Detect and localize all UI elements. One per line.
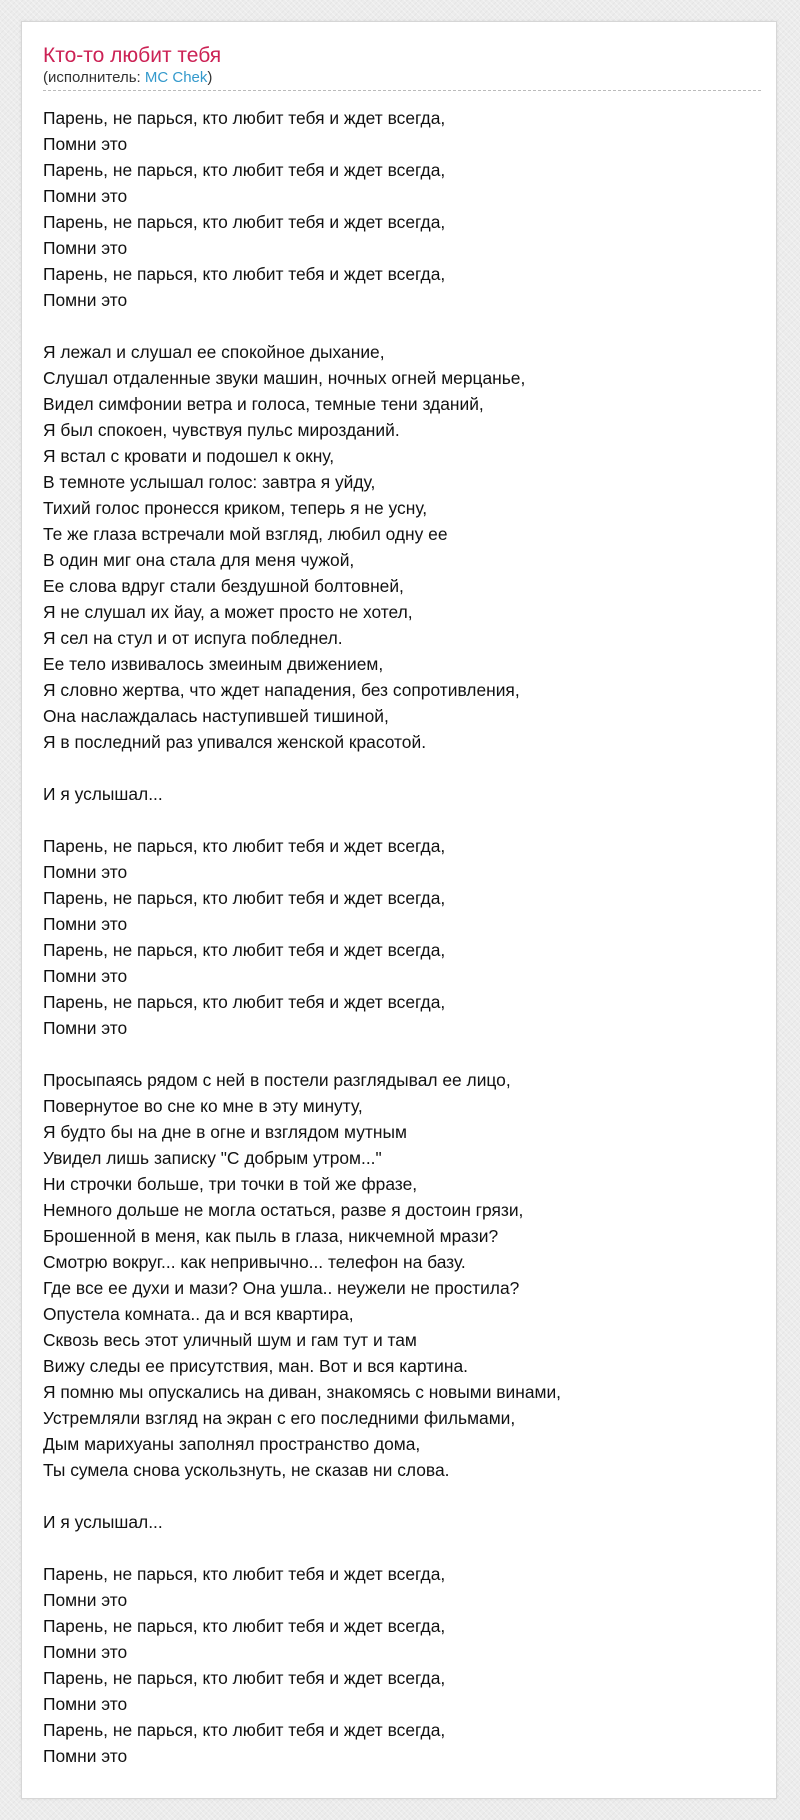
lyric-line: Парень, не парься, кто любит тебя и ждет всегда, — [43, 1616, 446, 1636]
lyric-line: Помни это — [43, 862, 128, 882]
lyric-line: И я услышал... — [43, 1512, 163, 1532]
lyric-line: Помни это — [43, 134, 128, 154]
lyric-line: Парень, не парься, кто любит тебя и ждет всегда, — [43, 212, 446, 232]
lyric-line: И я услышал... — [43, 784, 163, 804]
lyric-line: Помни это — [43, 290, 128, 310]
lyric-line: Я не слушал их йау, а может просто не хотел, — [43, 602, 413, 622]
lyric-line: В один миг она стала для меня чужой, — [43, 550, 355, 570]
lyric-line: Помни это — [43, 238, 128, 258]
performer-line — [43, 69, 761, 91]
lyric-line: Парень, не парься, кто любит тебя и ждет всегда, — [43, 888, 446, 908]
lyric-line: Помни это — [43, 186, 128, 206]
lyric-line: Она наслаждалась наступившей тишиной, — [43, 706, 389, 726]
lyric-line: Помни это — [43, 1590, 128, 1610]
lyric-line: Я будто бы на дне в огне и взглядом мутным — [43, 1122, 407, 1142]
lyric-line: Парень, не парься, кто любит тебя и ждет всегда, — [43, 992, 446, 1012]
lyric-line: Парень, не парься, кто любит тебя и ждет всегда, — [43, 836, 446, 856]
lyric-line: Парень, не парься, кто любит тебя и ждет всегда, — [43, 160, 446, 180]
lyric-line: Помни это — [43, 1642, 128, 1662]
lyric-line: Я сел на стул и от испуга побледнел. — [43, 628, 343, 648]
stanza-break — [43, 1483, 776, 1509]
stanza-break — [43, 313, 776, 339]
performer-prefix: (исполнитель: — [43, 69, 145, 86]
lyric-line: Опустела комната.. да и вся квартира, — [43, 1304, 354, 1324]
lyric-line: Я был спокоен, чувствуя пульс мирозданий. — [43, 420, 400, 440]
lyric-line: Помни это — [43, 1746, 128, 1766]
lyrics-body — [43, 105, 776, 1769]
stanza-break — [43, 1535, 776, 1561]
stanza-break — [43, 755, 776, 781]
lyrics-card — [21, 21, 777, 1799]
lyric-line: Видел симфонии ветра и голоса, темные тени зданий, — [43, 394, 484, 414]
lyric-line: Парень, не парься, кто любит тебя и ждет всегда, — [43, 264, 446, 284]
lyric-line: Парень, не парься, кто любит тебя и ждет всегда, — [43, 1564, 446, 1584]
stanza-break — [43, 1041, 776, 1067]
lyric-line: Помни это — [43, 1018, 128, 1038]
lyric-line: Те же глаза встречали мой взгляд, любил одну ее — [43, 524, 448, 544]
lyric-line: Дым марихуаны заполнял пространство дома, — [43, 1434, 421, 1454]
lyric-line: Парень, не парься, кто любит тебя и ждет всегда, — [43, 108, 446, 128]
lyric-line: Помни это — [43, 966, 128, 986]
lyric-line: Просыпаясь рядом с ней в постели разглядывал ее лицо, — [43, 1070, 511, 1090]
lyric-line: Парень, не парься, кто любит тебя и ждет всегда, — [43, 1720, 446, 1740]
lyric-line: Тихий голос пронесся криком, теперь я не усну, — [43, 498, 428, 518]
lyric-line: Сквозь весь этот уличный шум и гам тут и там — [43, 1330, 417, 1350]
lyric-line: Ты сумела снова ускользнуть, не сказав ни слова. — [43, 1460, 450, 1480]
performer-suffix: ) — [207, 69, 213, 86]
lyric-line: Слушал отдаленные звуки машин, ночных огней мерцанье, — [43, 368, 526, 388]
lyric-line: Парень, не парься, кто любит тебя и ждет всегда, — [43, 940, 446, 960]
lyric-line: Я помню мы опускались на диван, знакомясь с новыми винами, — [43, 1382, 562, 1402]
lyric-line: Я словно жертва, что ждет нападения, без сопротивления, — [43, 680, 520, 700]
song-title: Кто-то любит тебя — [43, 44, 222, 67]
performer-link[interactable]: MC Chek — [144, 69, 208, 86]
lyric-line: Ее тело извивалось змеиным движением, — [43, 654, 384, 674]
lyric-line: Немного дольше не могла остаться, разве я достоин грязи, — [43, 1200, 524, 1220]
lyric-line: Вижу следы ее присутствия, ман. Вот и вся картина. — [43, 1356, 468, 1376]
lyric-line: Повернутое во сне ко мне в эту минуту, — [43, 1096, 363, 1116]
lyric-line: Увидел лишь записку "С добрым утром..." — [43, 1148, 382, 1168]
lyric-line: Я встал с кровати и подошел к окну, — [43, 446, 335, 466]
lyric-line: Я лежал и слушал ее спокойное дыхание, — [43, 342, 385, 362]
lyric-line: В темноте услышал голос: завтра я уйду, — [43, 472, 376, 492]
stanza-break — [43, 807, 776, 833]
lyric-line: Ее слова вдруг стали бездушной болтовней, — [43, 576, 404, 596]
lyric-line: Помни это — [43, 914, 128, 934]
lyric-line: Парень, не парься, кто любит тебя и ждет всегда, — [43, 1668, 446, 1688]
lyric-line: Где все ее духи и мази? Она ушла.. неужели не простила? — [43, 1278, 520, 1298]
lyric-line: Брошенной в меня, как пыль в глаза, никчемной мрази? — [43, 1226, 499, 1246]
lyric-line: Я в последний раз упивался женской красотой. — [43, 732, 427, 752]
lyric-line: Смотрю вокруг... как непривычно... телефон на базу. — [43, 1252, 466, 1272]
lyric-line: Помни это — [43, 1694, 128, 1714]
lyric-line: Устремляли взгляд на экран с его последними фильмами, — [43, 1408, 516, 1428]
lyric-line: Ни строчки больше, три точки в той же фразе, — [43, 1174, 418, 1194]
